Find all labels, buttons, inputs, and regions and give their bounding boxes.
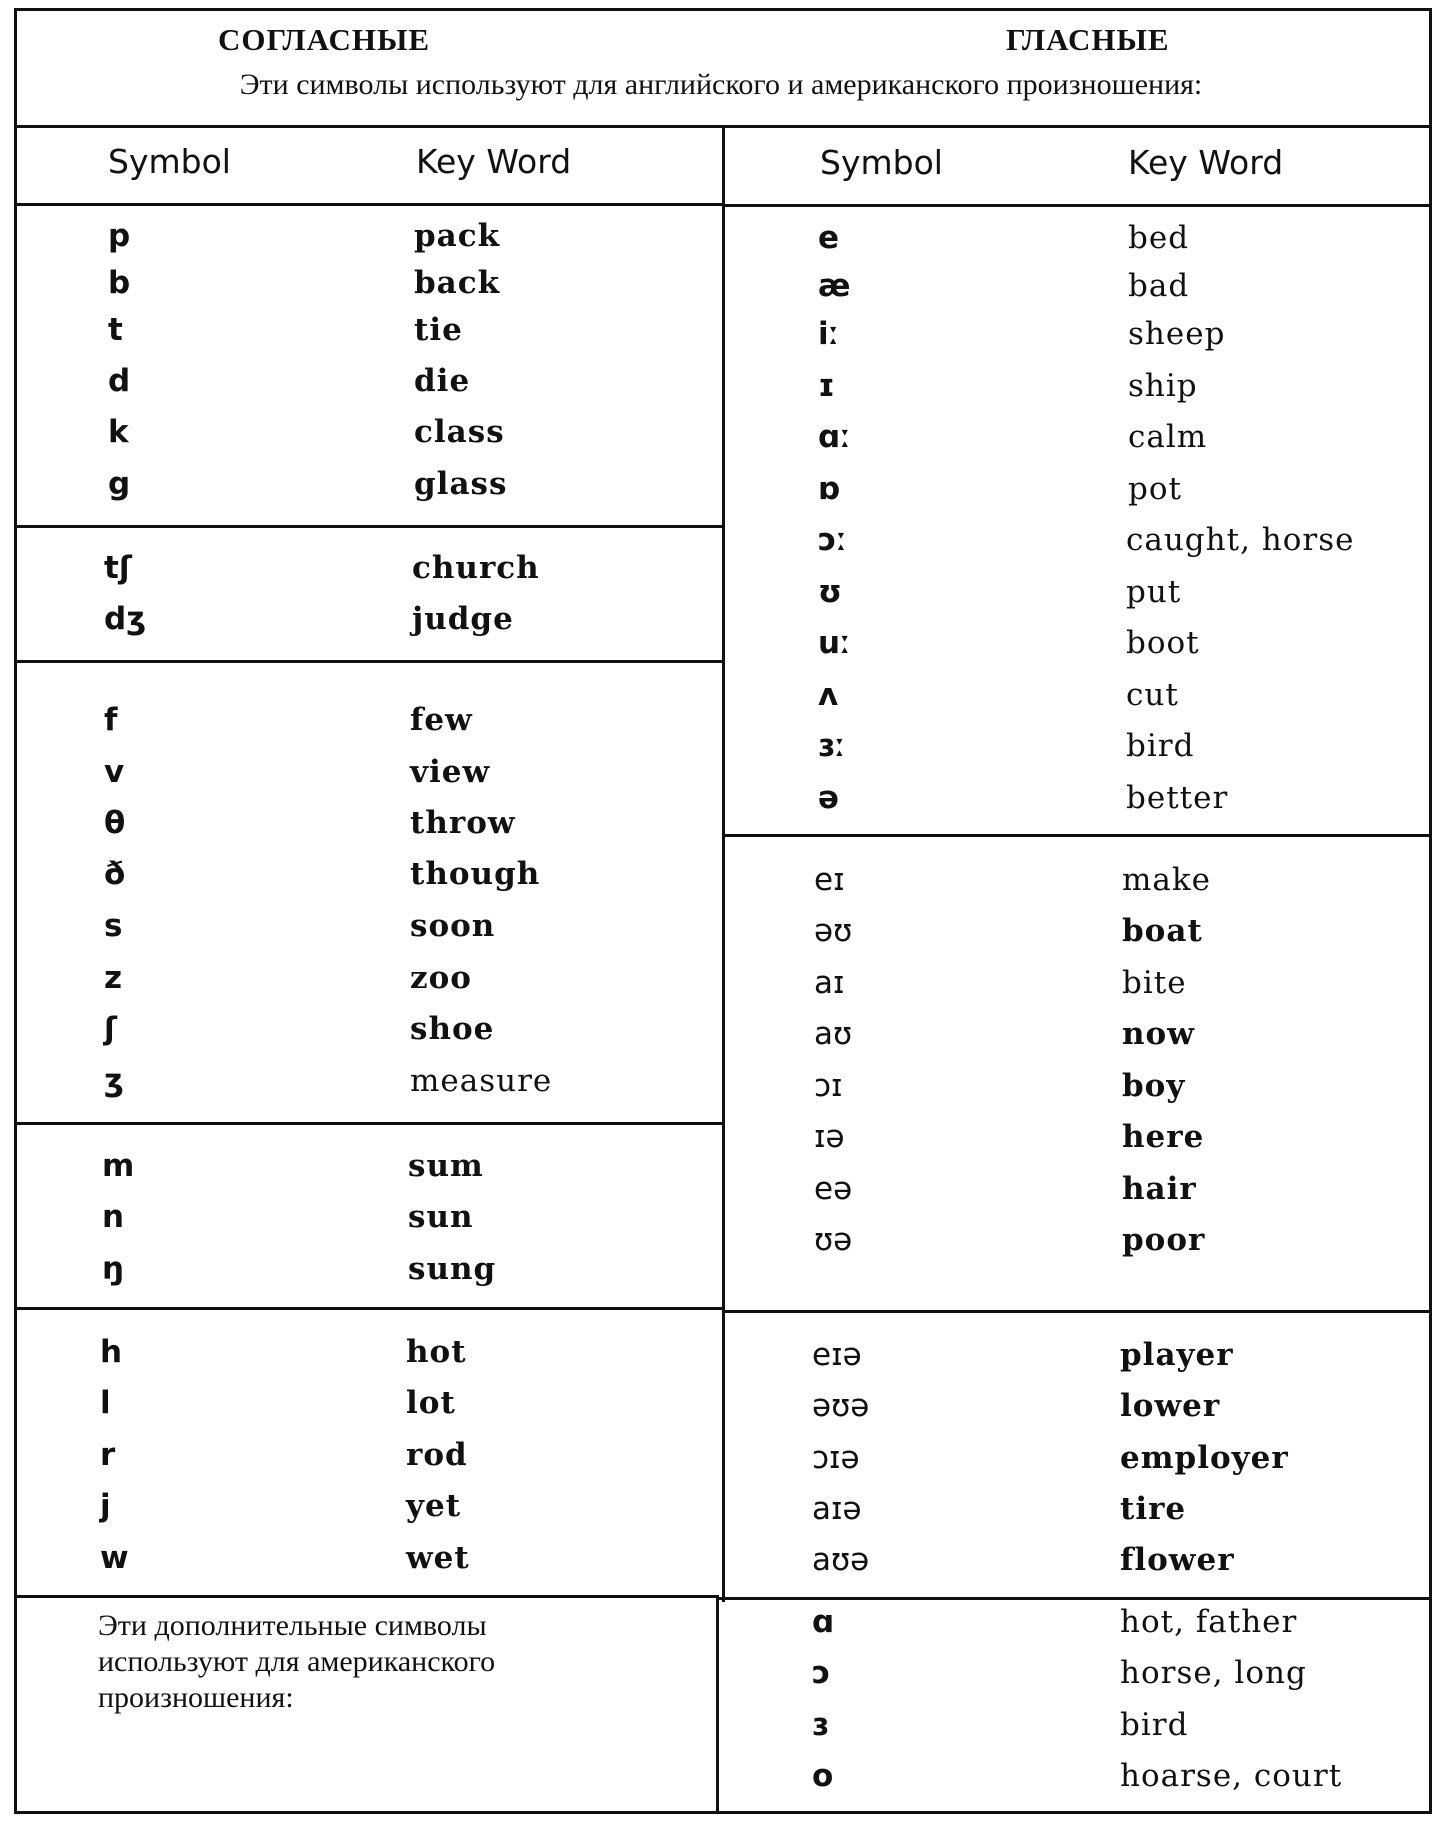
keyword: horse, long [1120, 1655, 1307, 1691]
keyword: hoarse, court [1120, 1758, 1343, 1794]
keyword: back [414, 265, 501, 301]
symbol: ɔː [818, 522, 847, 558]
symbol: aɪə [812, 1491, 862, 1527]
symbol: v [104, 754, 125, 790]
symbol: iː [818, 316, 840, 352]
keyword: pack [414, 218, 501, 254]
symbol: æ [818, 268, 851, 304]
symbol: əʊ [814, 913, 853, 949]
keyword: flower [1120, 1542, 1235, 1578]
vowels-symbol-header: Symbol [820, 143, 943, 182]
keyword: hair [1122, 1171, 1197, 1207]
symbol: d [108, 363, 131, 399]
consonants-group-rule [14, 660, 724, 663]
keyword: tie [414, 312, 463, 348]
keyword: employer [1120, 1440, 1289, 1476]
keyword: bird [1120, 1707, 1189, 1743]
symbol: e [818, 220, 840, 256]
keyword: sum [408, 1148, 484, 1184]
keyword: glass [414, 466, 508, 502]
symbol: w [100, 1540, 129, 1576]
keyword: judge [412, 601, 514, 637]
keyword: class [414, 414, 505, 450]
symbol: l [100, 1385, 111, 1421]
keyword: bird [1126, 728, 1195, 764]
symbol: dʒ [104, 601, 147, 637]
keyword: hot, father [1120, 1604, 1298, 1640]
symbol: eə [814, 1171, 853, 1207]
keyword: put [1126, 574, 1182, 610]
keyword: bed [1128, 220, 1190, 256]
keyword: poor [1122, 1222, 1206, 1258]
keyword: boot [1126, 625, 1200, 661]
keyword: soon [410, 908, 496, 944]
symbol: ɔ [812, 1655, 831, 1691]
symbol: θ [104, 805, 126, 841]
consonants-group-rule [14, 1122, 724, 1125]
keyword: shoe [410, 1011, 495, 1047]
symbol: t [108, 312, 123, 348]
symbol: ɑː [818, 419, 851, 455]
consonants-colhead-rule [14, 203, 724, 206]
vowels-group-rule [722, 834, 1432, 837]
symbol: ɒ [818, 471, 841, 507]
symbol: f [104, 702, 118, 738]
keyword: now [1122, 1016, 1195, 1052]
keyword: lower [1120, 1388, 1221, 1424]
symbol: ʌ [818, 677, 839, 713]
symbol: ɪ [818, 368, 835, 404]
consonants-group-rule [14, 1595, 719, 1598]
column-divider-lower [716, 1600, 719, 1814]
symbol: k [108, 414, 129, 450]
symbol: eɪə [812, 1337, 862, 1373]
keyword: wet [406, 1540, 470, 1576]
keyword: sheep [1128, 316, 1226, 352]
symbol: eɪ [814, 862, 845, 898]
keyword: ship [1128, 368, 1198, 404]
symbol: r [100, 1437, 116, 1473]
symbol: g [108, 466, 131, 502]
symbol: aʊ [814, 1016, 853, 1052]
symbol: n [102, 1199, 125, 1235]
symbol: ɔɪ [814, 1068, 843, 1104]
symbol: ɑ [812, 1604, 835, 1640]
symbol: s [104, 908, 123, 944]
symbol: ə [818, 780, 840, 816]
symbol: ɜ [812, 1707, 829, 1743]
consonants-group-rule [14, 1307, 724, 1310]
symbol: ɪə [814, 1119, 845, 1155]
vowels-group-rule [716, 1597, 1432, 1600]
symbol: ɜː [818, 728, 846, 764]
symbol: p [108, 218, 131, 254]
keyword: make [1122, 862, 1212, 898]
keyword: rod [406, 1437, 468, 1473]
american-symbols-note: Эти дополнительные символы используют для американского произношения: [98, 1609, 496, 1714]
consonants-keyword-header: Key Word [416, 142, 572, 181]
symbol: tʃ [104, 550, 132, 586]
symbol: o [812, 1758, 834, 1794]
keyword: view [410, 754, 491, 790]
consonants-title: СОГЛАСНЫЕ [218, 22, 431, 57]
keyword: church [412, 550, 540, 586]
keyword: yet [406, 1488, 462, 1524]
keyword: sun [408, 1199, 474, 1235]
keyword: zoo [410, 960, 472, 996]
keyword: pot [1128, 471, 1182, 507]
symbol: ð [104, 856, 126, 892]
vowels-colhead-rule [722, 204, 1432, 207]
symbol: h [100, 1334, 123, 1370]
keyword: caught, horse [1126, 522, 1355, 558]
symbol: ŋ [102, 1251, 125, 1287]
keyword: better [1126, 780, 1229, 816]
symbol: ʊə [814, 1222, 853, 1258]
symbol: j [100, 1488, 111, 1524]
keyword: though [410, 856, 541, 892]
keyword: player [1120, 1337, 1234, 1373]
keyword: boy [1122, 1068, 1186, 1104]
keyword: boat [1122, 913, 1203, 949]
keyword: measure [410, 1063, 553, 1099]
keyword: calm [1128, 419, 1208, 455]
symbol: ʒ [104, 1063, 124, 1099]
keyword: tire [1120, 1491, 1187, 1527]
keyword: die [414, 363, 471, 399]
column-divider-upper [722, 125, 725, 1602]
keyword: lot [406, 1385, 456, 1421]
symbol: ʃ [104, 1011, 117, 1047]
keyword: bite [1122, 965, 1187, 1001]
symbol: z [104, 960, 123, 996]
symbol: əʊə [812, 1388, 870, 1424]
vowels-title: ГЛАСНЫЕ [1006, 22, 1170, 57]
vowels-group-rule [722, 1310, 1432, 1313]
symbol: ʊ [818, 574, 842, 610]
keyword: sung [408, 1251, 497, 1287]
symbol: aʊə [812, 1542, 870, 1578]
consonants-symbol-header: Symbol [108, 142, 231, 181]
keyword: few [410, 702, 473, 738]
keyword: hot [406, 1334, 467, 1370]
symbol: b [108, 265, 131, 301]
consonants-group-rule [14, 525, 724, 528]
symbol: m [102, 1148, 135, 1184]
keyword: bad [1128, 268, 1190, 304]
symbol: uː [818, 625, 851, 661]
keyword: here [1122, 1119, 1205, 1155]
vowels-keyword-header: Key Word [1128, 143, 1284, 182]
header-subtitle: Эти символы используют для английского и американского произношения: [239, 68, 1203, 101]
keyword: cut [1126, 677, 1179, 713]
keyword: throw [410, 805, 516, 841]
symbol: ɔɪə [812, 1440, 860, 1476]
symbol: aɪ [814, 965, 845, 1001]
